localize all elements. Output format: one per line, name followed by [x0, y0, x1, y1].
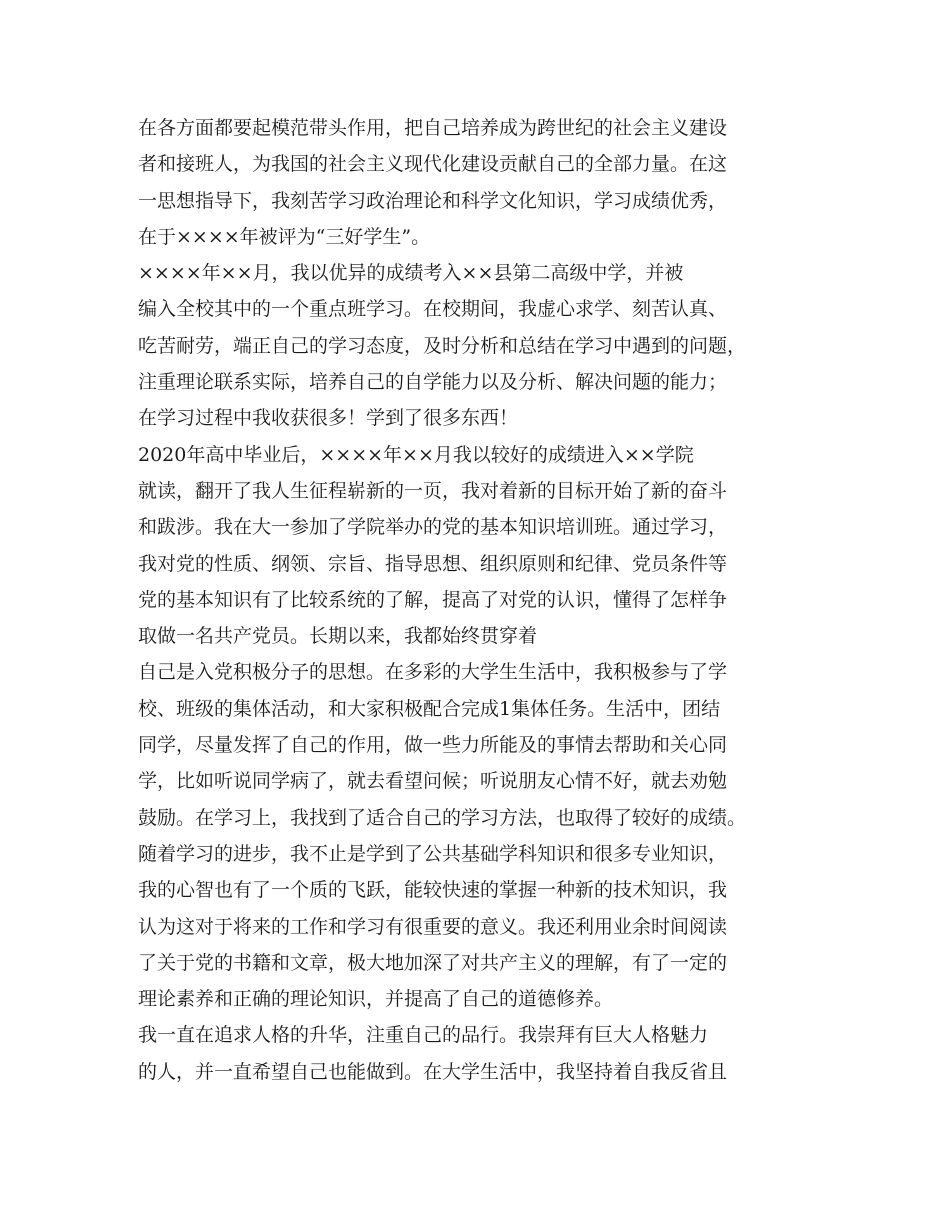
text-line: 2020年高中毕业后，××××年××月我以较好的成绩进入××学院: [138, 443, 694, 466]
text-line: 了关于党的书籍和文章，极大地加深了对共产主义的理解，有了一定的: [138, 951, 728, 974]
text-line: 我一直在追求人格的升华，注重自己的品行。我崇拜有巨大人格魅力: [138, 1024, 709, 1047]
text-line: 随着学习的进步，我不止是学到了公共基础学科知识和很多专业知识，: [138, 842, 728, 865]
text-line: 同学，尽量发挥了自己的作用，做一些力所能及的事情去帮助和关心同: [138, 734, 728, 757]
text-line: 在于××××年被评为“三好学生”。: [138, 225, 431, 248]
text-line: 自己是入党积极分子的思想。在多彩的大学生生活中，我积极参与了学: [138, 661, 728, 684]
text-line: 校、班级的集体活动，和大家积极配合完成1集体任务。生活中，团结: [138, 697, 721, 720]
text-line: 我的心智也有了一个质的飞跃，能较快速的掌握一种新的技术知识，我: [138, 879, 728, 902]
text-line: 的人，并一直希望自己也能做到。在大学生活中，我坚持着自我反省且: [138, 1060, 728, 1083]
text-line: 党的基本知识有了比较系统的了解，提高了对党的认识，懂得了怎样争: [138, 588, 728, 611]
text-line: 学，比如听说同学病了，就去看望问候；听说朋友心情不好，就去劝勉: [138, 770, 728, 793]
text-line: 吃苦耐劳，端正自己的学习态度，及时分析和总结在学习中遇到的问题，: [138, 334, 747, 357]
text-line: ××××年××月，我以优异的成绩考入××县第二高级中学，并被: [138, 262, 684, 285]
text-line: 我对党的性质、纲领、宗旨、指导思想、组织原则和纪律、党员条件等: [138, 552, 728, 575]
text-line: 理论素养和正确的理论知识，并提高了自己的道德修养。: [138, 988, 614, 1011]
text-line: 在各方面都要起模范带头作用，把自己培养成为跨世纪的社会主义建设: [138, 117, 728, 139]
text-line: 在学习过程中我收获很多！学到了很多东西！: [138, 407, 519, 430]
text-line: 者和接班人，为我国的社会主义现代化建设贡献自己的全部力量。在这: [138, 153, 728, 176]
text-line: 鼓励。在学习上，我找到了适合自己的学习方法，也取得了较好的成绩。: [138, 806, 747, 829]
text-line: 编入全校其中的一个重点班学习。在校期间，我虚心求学、刻苦认真、: [138, 298, 728, 321]
text-line: 注重理论联系实际，培养自己的自学能力以及分析、解决问题的能力；: [138, 371, 728, 394]
text-line: 认为这对于将来的工作和学习有很重要的意义。我还利用业余时间阅读: [138, 915, 728, 938]
text-line: 取做一名共产党员。长期以来，我都始终贯穿着: [138, 625, 538, 648]
text-line: 一思想指导下，我刻苦学习政治理论和科学文化知识，学习成绩优秀，: [138, 189, 728, 212]
text-line: 就读，翻开了我人生征程崭新的一页，我对着新的目标开始了新的奋斗: [138, 479, 728, 502]
document-body: [138, 110, 838, 1090]
text-line: 和跋涉。我在大一参加了学院举办的党的基本知识培训班。通过学习，: [138, 516, 728, 539]
